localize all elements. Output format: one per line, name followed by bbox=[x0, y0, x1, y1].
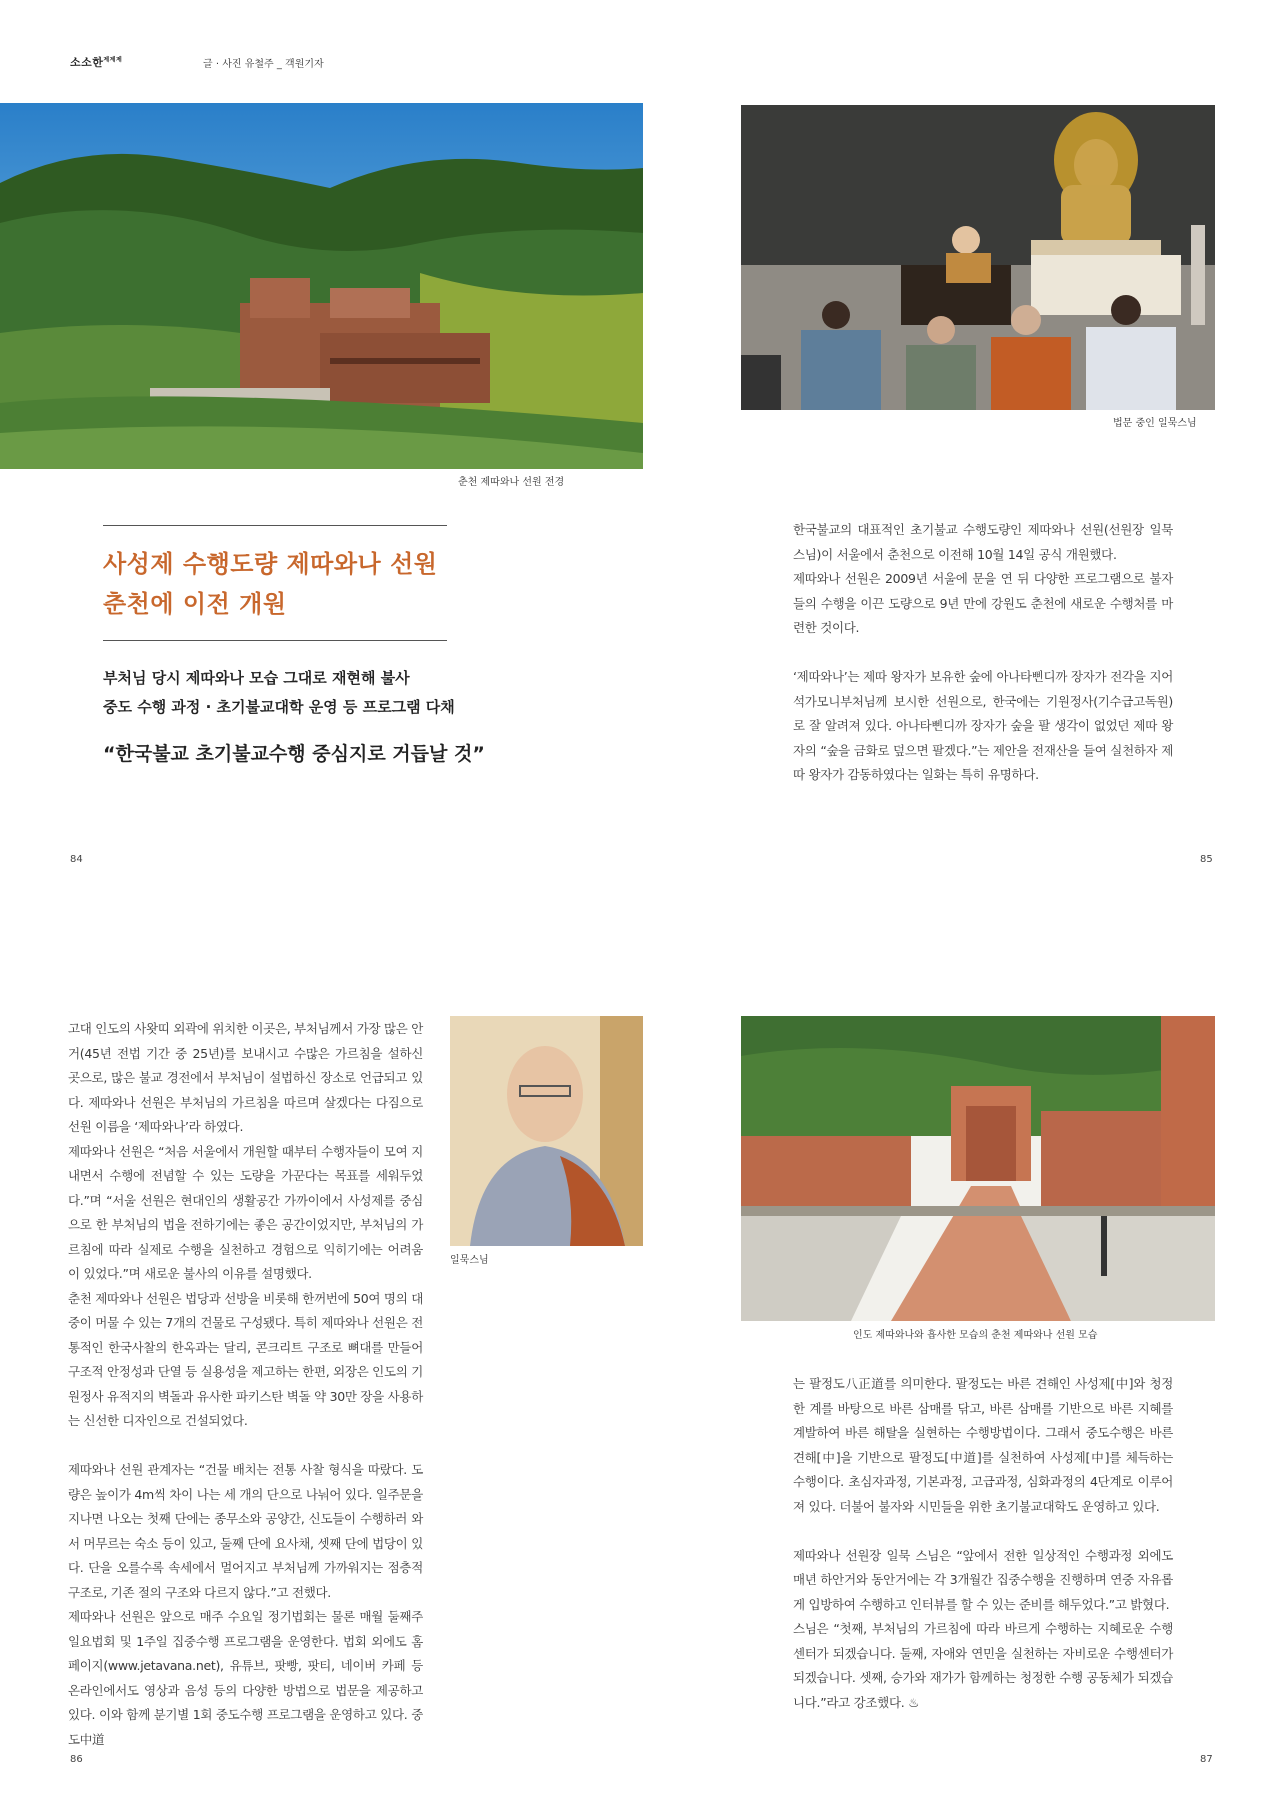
courtyard-caption: 인도 제따와나와 흡사한 모습의 춘천 제따와나 선원 모습 bbox=[853, 1330, 1098, 1341]
monk-portrait-photo bbox=[450, 1016, 643, 1246]
article-title-line1: 사성제 수행도량 제따와나 선원 bbox=[103, 550, 438, 578]
article-title-line2: 춘천에 이전 개원 bbox=[103, 590, 287, 618]
page-number-86: 86 bbox=[70, 1754, 83, 1765]
temple-courtyard-photo bbox=[741, 1016, 1215, 1321]
page-number-87: 87 bbox=[1200, 1754, 1213, 1765]
byline: 글 · 사진 유철주 _ 객원기자 bbox=[203, 59, 324, 70]
landscape-caption: 춘천 제따와나 선원 전경 bbox=[458, 477, 565, 488]
page86-body-text: 고대 인도의 사왓띠 외곽에 위치한 이곳은, 부처님께서 가장 많은 안거(45년 전법 기간 중 25년)를 보내시고 수많은 가르침을 설하신 곳으로, 많은 불교 경전에서 부처님이 설법하신 장소로 언급되고 있다. 제따와나 선원은 부처님의 가르침을 따르며 살겠다는 다짐으로 선원 이름을 ‘제따와나’라 하였다. 제따와나 선원은 “처음 서울에서 개원할 때부터 수행자들이 모여 지내면서 수행에 전념할 수 있는 도량을 가꾼다는 목표를 세워두었다.”며 “서울 선원은 현대인의 생활공간 가까이에서 사성제를 중심으로 한 부처님의 법을 전하기에는 좋은 공간이었지만, 부처님의 가르침에 따라 실제로 수행을 실천하고 경험으로 익히기에는 어려움이 있었다.”며 새로운 불사의 이유를 설명했다. 춘천 제따와나 선원은 법당과 선방을 비롯해 한꺼번에 50여 명의 대중이 머물 수 있는 7개의 건물로 구성됐다. 특히 제따와나 선원은 전통적인 한국사찰의 한옥과는 달리, 콘크리트 구조로 뼈대를 만들어 구조적 안정성과 단열 등 실용성을 제고하는 한편, 외장은 인도의 기원정사 유적지의 벽돌과 유사한 파키스탄 벽돌 약 30만 장을 사용하는 신선한 디자인으로 건설되었다. 제따와나 선원 관계자는 “건물 배치는 전통 사찰 형식을 따랐다. 도량은 높이가 4m씩 차이 나는 세 개의 단으로 나눠어 있다. 일주문을 지나면 나오는 첫째 단에는 종무소와 공양간, 신도들이 수행하러 와서 머무르는 숙소 등이 있고, 둘째 단에 요사채, 셋째 단에 법당이 있다. 단을 오를수록 속세에서 멀어지고 부처님께 가까워지는 점층적 구조로, 기존 절의 구조와 다르지 않다.”고 전했다. 제따와나 선원은 앞으로 매주 수요일 정기법회는 물론 매월 둘째주 일요법회 및 1주일 집중수행 프로그램을 운영한다. 법회 외에도 홈페이지(www.jetavana.net), 유튜브, 팟빵, 팟티, 네이버 카페 등 온라인에서도 영상과 음성 등의 다양한 방법으로 법문을 제공하고 있다. 이와 함께 분기별 1회 중도수행 프로그램을 운영하고 있다. 중도中道 bbox=[68, 1021, 423, 1747]
article-subtitle-line1: 부처님 당시 제따와나 모습 그대로 재현해 불사 bbox=[103, 669, 410, 687]
spread-pages-86-87 bbox=[0, 899, 1282, 1798]
article-title bbox=[103, 544, 463, 624]
dharma-talk-photo bbox=[741, 105, 1215, 410]
article-quote: “한국불교 초기불교수행 중심지로 거듭날 것” bbox=[103, 743, 485, 765]
title-rule-top bbox=[103, 525, 447, 526]
page-number-85: 85 bbox=[1200, 854, 1213, 865]
article-subtitle bbox=[103, 664, 493, 722]
magazine-brand: 소소한$^{제제제}$ bbox=[70, 56, 123, 69]
page-number-84: 84 bbox=[70, 854, 83, 865]
page85-body-text: 한국불교의 대표적인 초기불교 수행도량인 제따와나 선원(선원장 일묵 스님)이 서울에서 춘천으로 이전해 10월 14일 공식 개원했다. 제따와나 선원은 2009년 서울에 문을 연 뒤 다양한 프로그램으로 불자들의 수행을 이끈 도량으로 9년 만에 강원도 춘천에 새로운 수행처를 마련한 것이다. ‘제따와나’는 제따 왕자가 보유한 숲에 아나타삔디까 장자가 전각을 지어 석가모니부처님께 보시한 선원으로, 한국에는 기원정사(기수급고독원)로 잘 알려져 있다. 아나타삔디까 장자가 숲을 팔 생각이 없었던 제따 왕자의 “숲을 금화로 덮으면 팔겠다.”는 제안을 전재산을 들여 실천하자 제따 왕자가 감동하였다는 일화는 특히 유명하다. bbox=[793, 522, 1173, 782]
temple-landscape-photo bbox=[0, 103, 643, 469]
dharma-talk-caption: 법문 중인 일묵스님 bbox=[1113, 418, 1197, 429]
page87-body-text: 는 팔정도八正道를 의미한다. 팔정도는 바른 견해인 사성제[中]와 청정한 계를 바탕으로 바른 삼매를 닦고, 바른 삼매를 기반으로 바른 지혜를 계발하여 바른 해탈을 실현하는 수행방법이다. 그래서 중도수행은 바른 견해[中]을 기반으로 팔정도[中道]를 실천하여 사성제[中]를 체득하는 수행이다. 초심자과정, 기본과정, 고급과정, 심화과정의 4단계로 이루어져 있다. 더불어 불자와 시민들을 위한 초기불교대학도 운영하고 있다. 제따와나 선원장 일묵 스님은 “앞에서 전한 일상적인 수행과정 외에도 매년 하안거와 동안거에는 각 3개월간 집중수행을 진행하며 연중 자유롭게 입방하여 수행하고 인터뷰를 할 수 있는 준비를 해두었다.”고 밝혔다. 스님은 “첫째, 부처님의 가르침에 따라 바르게 수행하는 지혜로운 수행센터가 되겠습니다. 둘째, 자애와 연민을 실천하는 자비로운 수행센터가 되겠습니다. 셋째, 승가와 재가가 함께하는 청정한 수행 공동체가 되겠습니다.”라고 강조했다. ♨ bbox=[793, 1376, 1173, 1710]
title-rule-bottom bbox=[103, 640, 447, 641]
article-subtitle-line2: 중도 수행 과정 · 초기불교대학 운영 등 프로그램 다채 bbox=[103, 698, 455, 716]
portrait-caption: 일묵스님 bbox=[450, 1255, 489, 1266]
